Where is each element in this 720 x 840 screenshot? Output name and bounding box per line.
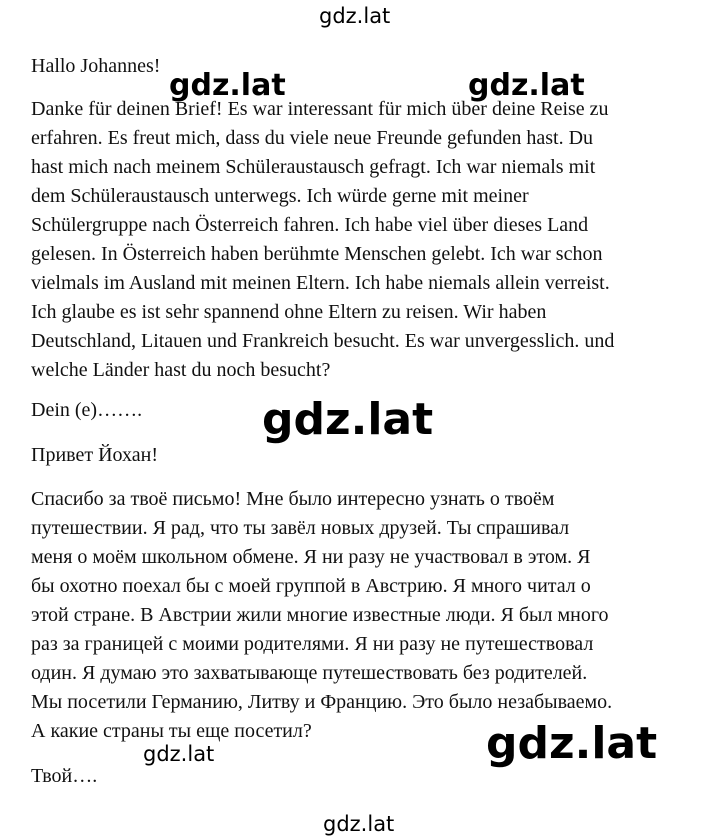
german-line: vielmals im Ausland mit meinen Eltern. Ich habe niemals allein verreist. bbox=[31, 272, 610, 294]
russian-line: один. Я думаю это захватывающе путешествовать без родителей. bbox=[31, 662, 588, 684]
german-line: Danke für deinen Brief! Es war interessant für mich über deine Reise zu bbox=[31, 98, 609, 120]
russian-line: путешествии. Я рад, что ты завёл новых друзей. Ты спрашивал bbox=[31, 517, 570, 539]
russian-line: Мы посетили Германию, Литву и Францию. Это было незабываемо. bbox=[31, 691, 613, 713]
german-line: Schülergruppe nach Österreich fahren. Ich habe viel über dieses Land bbox=[31, 214, 589, 236]
watermark-upper-left: gdz.lat bbox=[169, 68, 286, 103]
russian-greeting: Привет Йохан! bbox=[31, 444, 159, 466]
russian-body bbox=[31, 485, 612, 746]
german-line: hast mich nach meinem Schüleraustausch gefragt. Ich war niemals mit bbox=[31, 156, 596, 178]
russian-line: раз за границей с моими родителями. Я ни разу не путешествовал bbox=[31, 633, 594, 655]
german-closing: Dein (e)……. bbox=[31, 399, 143, 421]
german-line: welche Länder hast du noch besucht? bbox=[31, 359, 331, 381]
russian-line: Спасибо за твоё письмо! Мне было интересно узнать о твоём bbox=[31, 488, 555, 510]
german-greeting: Hallo Johannes! bbox=[31, 55, 161, 77]
russian-line: меня о моём школьном обмене. Я ни разу не участвовал в этом. Я bbox=[31, 546, 591, 568]
german-body bbox=[31, 95, 614, 385]
russian-closing: Твой…. bbox=[31, 765, 98, 787]
watermark-top: gdz.lat bbox=[319, 4, 391, 28]
german-line: dem Schüleraustausch unterwegs. Ich würde gerne mit meiner bbox=[31, 185, 529, 207]
russian-line: этой стране. В Австрии жили многие известные люди. Я был много bbox=[31, 604, 609, 626]
watermark-center: gdz.lat bbox=[262, 394, 434, 445]
german-line: erfahren. Es freut mich, dass du viele neue Freunde gefunden hast. Du bbox=[31, 127, 594, 149]
russian-line: А какие страны ты еще посетил? bbox=[31, 720, 312, 742]
russian-line: бы охотно поехал бы с моей группой в Австрию. Я много читал о bbox=[31, 575, 591, 597]
watermark-bottom: gdz.lat bbox=[323, 812, 395, 836]
german-line: Ich glaube es ist sehr spannend ohne Eltern zu reisen. Wir haben bbox=[31, 301, 547, 323]
watermark-upper-right: gdz.lat bbox=[468, 68, 585, 103]
watermark-lower-left: gdz.lat bbox=[143, 742, 215, 766]
german-line: Deutschland, Litauen und Frankreich besucht. Es war unvergesslich. und bbox=[31, 330, 615, 352]
watermark-lower-right: gdz.lat bbox=[486, 718, 658, 769]
german-line: gelesen. In Österreich haben berühmte Menschen gelebt. Ich war schon bbox=[31, 243, 603, 265]
